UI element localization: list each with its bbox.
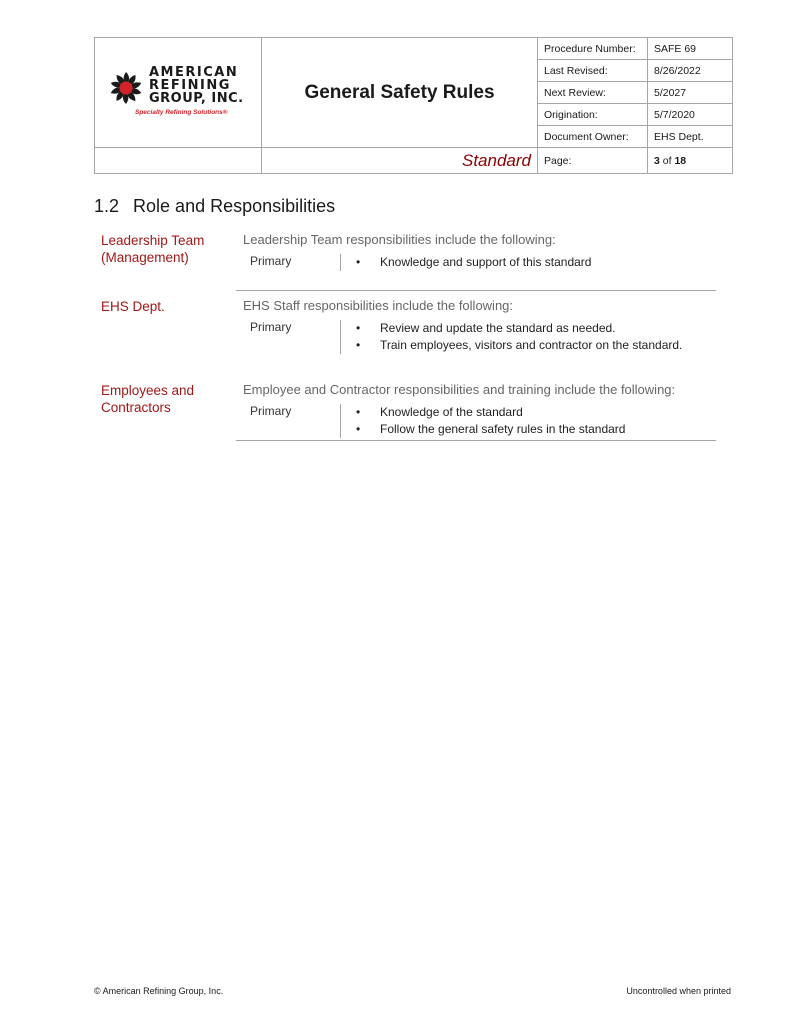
- logo-tagline: Specialty Refining Solutions®: [135, 108, 228, 116]
- role-name: Employees and Contractors: [101, 383, 195, 415]
- column-divider: [340, 320, 341, 354]
- page-total: 18: [674, 154, 687, 167]
- responsibility-type: Primary: [250, 404, 292, 418]
- field-label: Origination:: [538, 104, 648, 126]
- list-item: • Follow the general safety rules in the standard: [356, 421, 625, 438]
- field-value: SAFE 69: [648, 38, 733, 60]
- field-value: EHS Dept.: [648, 126, 733, 148]
- field-label: Next Review:: [538, 82, 648, 104]
- role-name: EHS Dept.: [101, 299, 165, 314]
- page-current: 3: [654, 154, 660, 167]
- field-value: 5/7/2020: [648, 104, 733, 126]
- gear-logo-icon: [109, 71, 143, 105]
- list-item: • Review and update the standard as needed.: [356, 320, 682, 337]
- column-divider: [340, 404, 341, 438]
- logo-cell: [95, 38, 262, 148]
- document-header: [94, 37, 732, 172]
- empty-cell: [95, 148, 262, 174]
- responsibility-type: Primary: [250, 254, 292, 268]
- responsibility-list: [356, 254, 591, 271]
- list-item: • Train employees, visitors and contractor on the standard.: [356, 337, 682, 354]
- company-logo: [95, 63, 261, 123]
- logo-text-line1: AMERICAN: [149, 64, 239, 80]
- page-of: of: [662, 154, 672, 167]
- list-item: • Knowledge and support of this standard: [356, 254, 591, 271]
- divider-line: [236, 440, 716, 441]
- field-label: Last Revised:: [538, 60, 648, 82]
- section-number: 1.2: [94, 196, 120, 216]
- role-intro: Employee and Contractor responsibilities and training include the following:: [243, 382, 676, 397]
- role-intro: EHS Staff responsibilities include the following:: [243, 298, 514, 313]
- responsibility-list: [356, 404, 625, 438]
- logo-text-line2: REFINING: [149, 77, 231, 93]
- standard-cell: [262, 148, 538, 174]
- field-value: 8/26/2022: [648, 60, 733, 82]
- page-number: [648, 148, 733, 174]
- divider-line: [236, 290, 716, 291]
- column-divider: [340, 254, 341, 271]
- field-label: Document Owner:: [538, 126, 648, 148]
- logo-text-line3: GROUP, INC.: [149, 90, 244, 106]
- field-value: 5/2027: [648, 82, 733, 104]
- footer-copyright: © American Refining Group, Inc.: [94, 986, 224, 996]
- section-heading: [94, 196, 335, 217]
- responsibility-type: Primary: [250, 320, 292, 334]
- role-name: Leadership Team (Management): [101, 233, 205, 265]
- document-title: General Safety Rules: [262, 38, 538, 148]
- section-title: Role and Responsibilities: [133, 196, 336, 216]
- page-label: Page:: [538, 148, 648, 174]
- field-label: Procedure Number:: [538, 38, 648, 60]
- document-type-label: Standard: [462, 150, 531, 170]
- responsibility-list: [356, 320, 682, 354]
- footer-uncontrolled: Uncontrolled when printed: [626, 986, 731, 996]
- list-item: • Knowledge of the standard: [356, 404, 625, 421]
- role-intro: Leadership Team responsibilities include the following:: [243, 232, 556, 247]
